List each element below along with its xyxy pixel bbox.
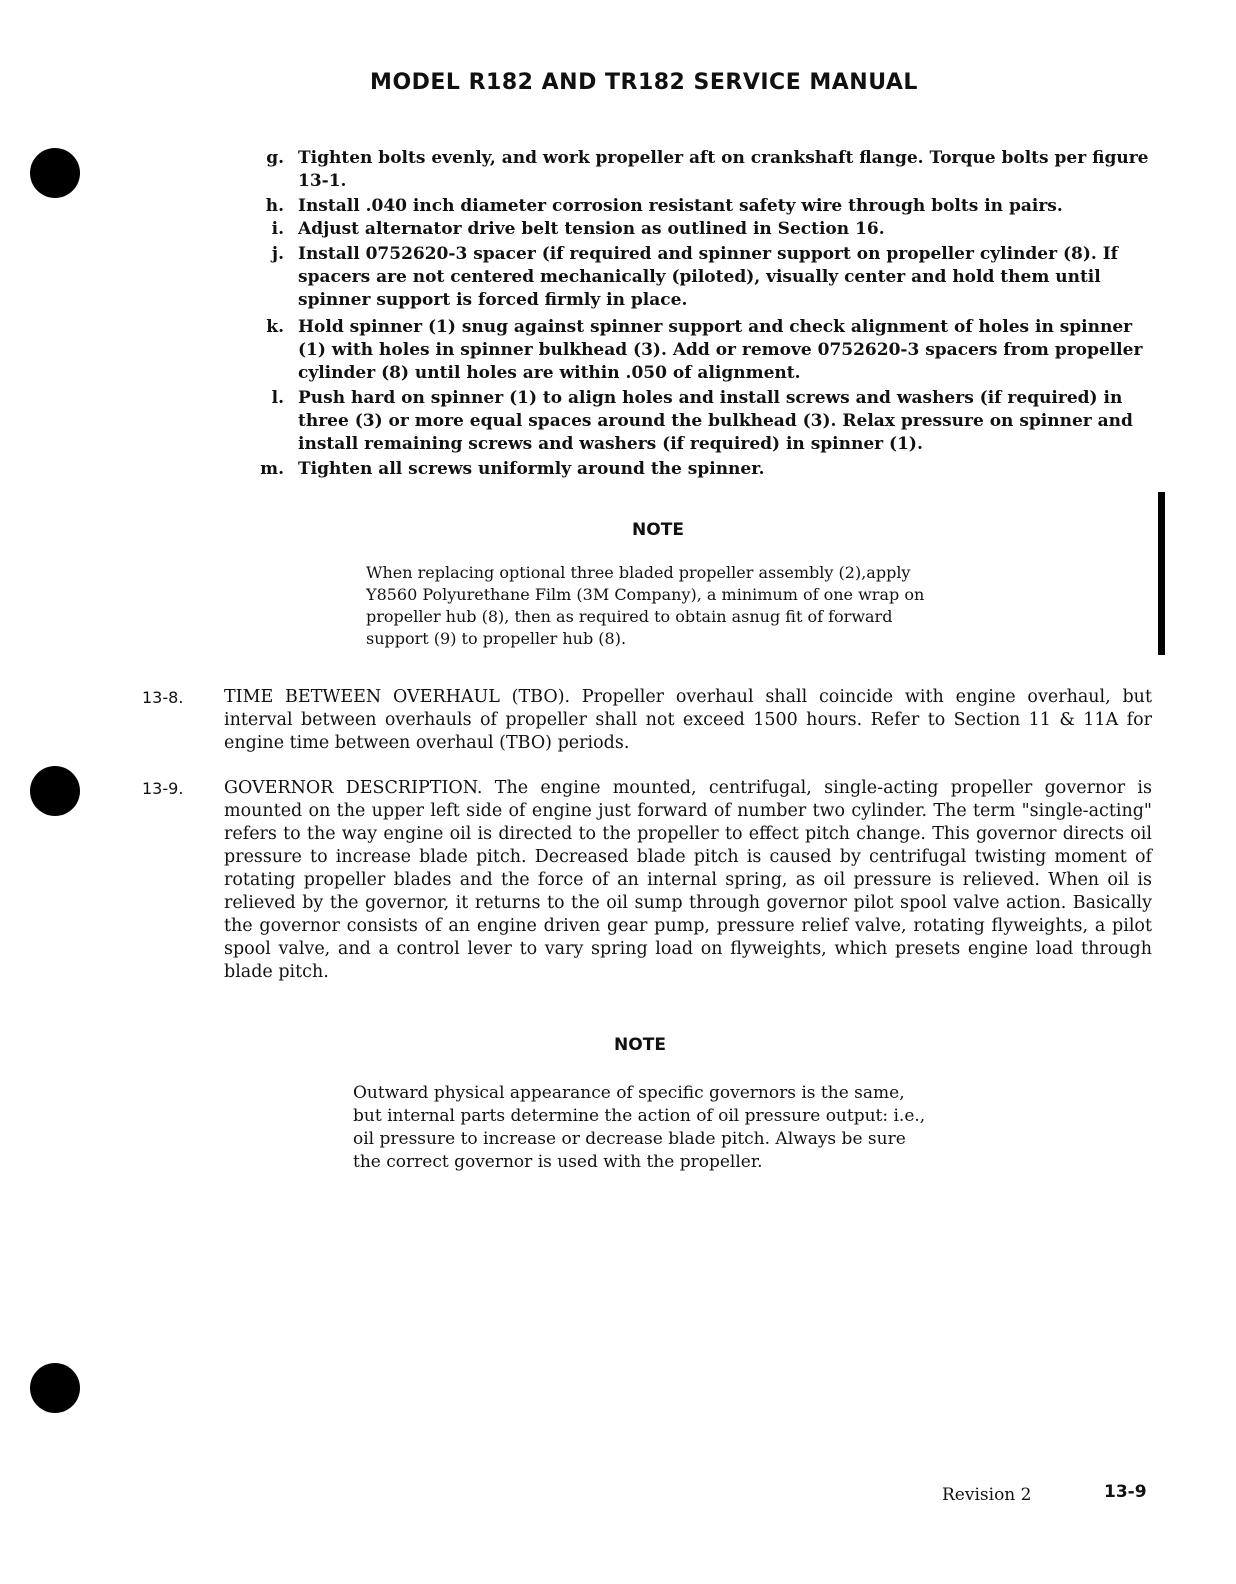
step-text: Tighten all screws uniformly around the spinner. [298,459,765,479]
paragraph-text: TIME BETWEEN OVERHAUL (TBO). Propeller overhaul shall coincide with engine overhaul, but interval between overhauls of propeller shall not exceed 1500 hours. Refer to Section 11 & 11A for engine time between overhaul (TBO) periods. [224,687,1152,753]
step-h [244,195,1164,218]
step-letter: g. [266,148,284,168]
note-text: When replacing optional three bladed propeller assembly (2),apply Y8560 Polyurethane Film (3M Company), a minimum of one wrap on propeller hub (8), then as required to obtain asnug fit of forward support (9) to propeller hub (8). [366,563,925,648]
paragraph-13-8 [142,686,1152,755]
step-i [244,218,1164,241]
step-j [244,243,1164,312]
page-title: MODEL R182 AND TR182 SERVICE MANUAL [370,70,918,95]
paragraph-text: GOVERNOR DESCRIPTION. The engine mounted, centrifugal, single-acting propeller governor is mounted on the upper left side of engine just forward of number two cylinder. The term "single-acting" refers to the way engine oil is directed to the propeller to effect pitch change. This governor directs oil pressure to increase blade pitch. Decreased blade pitch is caused by centrifugal twisting moment of rotating propeller blades and the force of an internal spring, as oil pressure is relieved. When oil is relieved by the governor, it returns to the oil sump through governor pilot spool valve action. Basically the governor consists of an engine driven gear pump, pressure relief valve, rotating flyweights, a pilot spool valve, and a control lever to vary spring load on flyweights, which presets engine load through blade pitch. [224,778,1152,982]
step-text: Push hard on spinner (1) to align holes and install screws and washers (if required) in three (3) or more equal spaces around the bulkhead (3). Relax pressure on spinner and install remaining screws and washers (if required) in spinner (1). [298,388,1133,454]
paragraph-number: 13-8. [142,688,184,707]
step-text: Hold spinner (1) snug against spinner support and check alignment of holes in spinner (1) with holes in spinner bulkhead (3). Add or remove 0752620-3 spacers from propeller cylinder (8) until holes are within .050 of alignment. [298,317,1143,383]
step-letter: j. [271,244,284,264]
step-text: Install .040 inch diameter corrosion resistant safety wire through bolts in pairs. [298,196,1063,216]
binder-hole-bottom [30,1363,80,1413]
step-letter: i. [271,219,284,239]
step-letter: m. [260,459,284,479]
step-m [244,458,1164,481]
step-letter: k. [266,317,284,337]
step-k [244,316,1164,385]
step-letter: h. [265,196,284,216]
revision-label: Revision 2 [942,1485,1032,1505]
step-l [244,387,1164,456]
revision-change-bar [1158,492,1165,655]
step-text: Adjust alternator drive belt tension as outlined in Section 16. [298,219,885,239]
page-number: 13-9 [1104,1482,1147,1502]
note-heading: NOTE [614,1035,666,1055]
step-text: Tighten bolts evenly, and work propeller aft on crankshaft flange. Torque bolts per figure 13-1. [298,148,1149,191]
paragraph-13-9 [142,777,1152,984]
step-text: Install 0752620-3 spacer (if required and spinner support on propeller cylinder (8). If spacers are not centered mechanically (piloted), visually center and hold them until spinner support is forced firmly in place. [298,244,1118,310]
note-heading: NOTE [632,520,684,540]
step-g [244,147,1164,193]
note-text: Outward physical appearance of specific governors is the same, but internal parts determine the action of oil pressure output: i.e., oil pressure to increase or decrease blade pitch. Always be sure the correct governor is used with the propeller. [353,1083,926,1172]
paragraph-number: 13-9. [142,779,184,798]
binder-hole-top [30,148,80,198]
binder-hole-middle [30,766,80,816]
step-letter: l. [271,388,284,408]
